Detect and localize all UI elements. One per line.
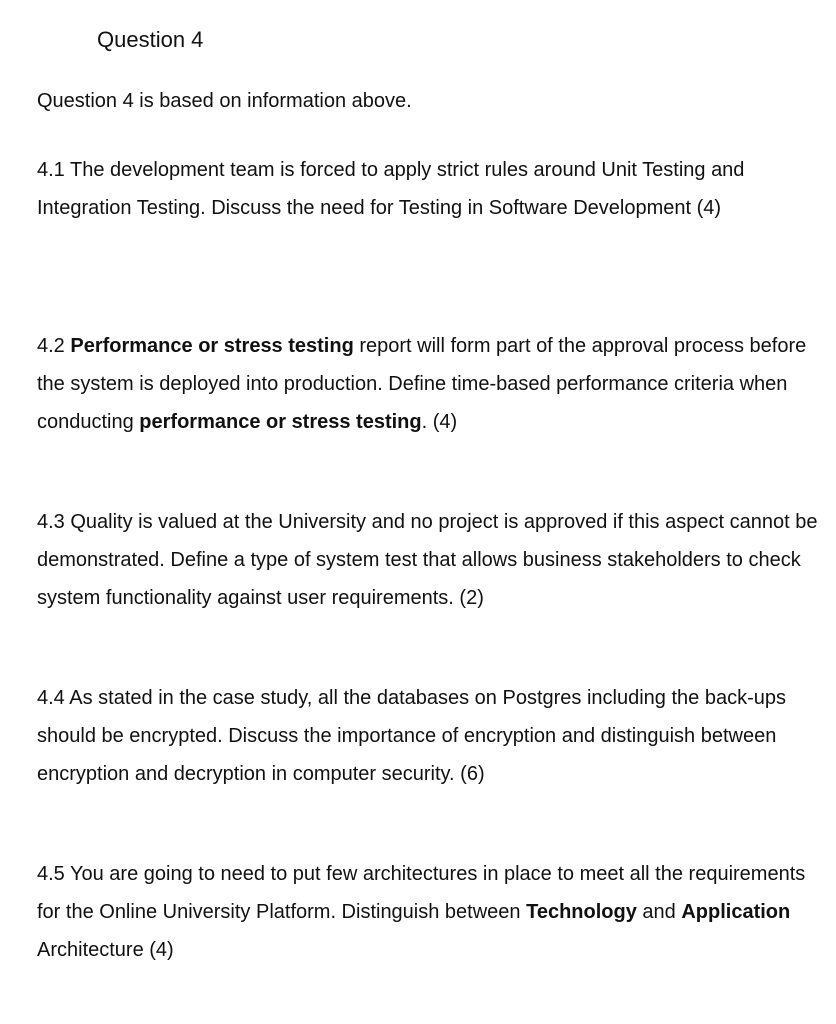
- question-4-2-suffix: . (4): [421, 411, 458, 433]
- question-4-5-suffix: Architecture (4): [37, 939, 174, 961]
- question-4-2-prefix: 4.2: [37, 335, 71, 357]
- question-4-4: 4.4 As stated in the case study, all the databases on Postgres including the back-ups should be encrypted. Discuss the importance of encryption and distinguish between encryption and decryption in computer security. (6): [37, 687, 786, 785]
- question-4-1: 4.1 The development team is forced to apply strict rules around Unit Testing and Integration Testing. Discuss the need for Testing in Software Development (4): [37, 159, 745, 219]
- question-4-5-prefix: 4.5 You are going to need to put few architectures in place to meet all the requirements for the Online University Platform. Distinguish between: [37, 863, 806, 923]
- question-4-5-body: and: [636, 901, 682, 923]
- question-4-2-body: report will form part of the approval process before the system is deployed into production. Define time-based performance criteria when conducting: [37, 335, 807, 433]
- question-4-2-bold-term: Performance or stress testing: [70, 335, 354, 357]
- intro-text: Question 4 is based on information above.: [37, 90, 412, 112]
- question-4-2: [37, 327, 827, 441]
- question-4-3: 4.3 Quality is valued at the University and no project is approved if this aspect cannot be demonstrated. Define a type of system test that allows business stakeholders to check system functionality against user requirements. (2): [37, 511, 818, 609]
- question-4-5: [37, 855, 827, 969]
- question-4-5-bold-term: Technology: [526, 901, 637, 923]
- page-title: Question 4: [97, 27, 204, 52]
- question-4-2-bold-term-2: performance or stress testing: [139, 411, 422, 433]
- question-4-5-bold-term-2: Application: [681, 901, 791, 923]
